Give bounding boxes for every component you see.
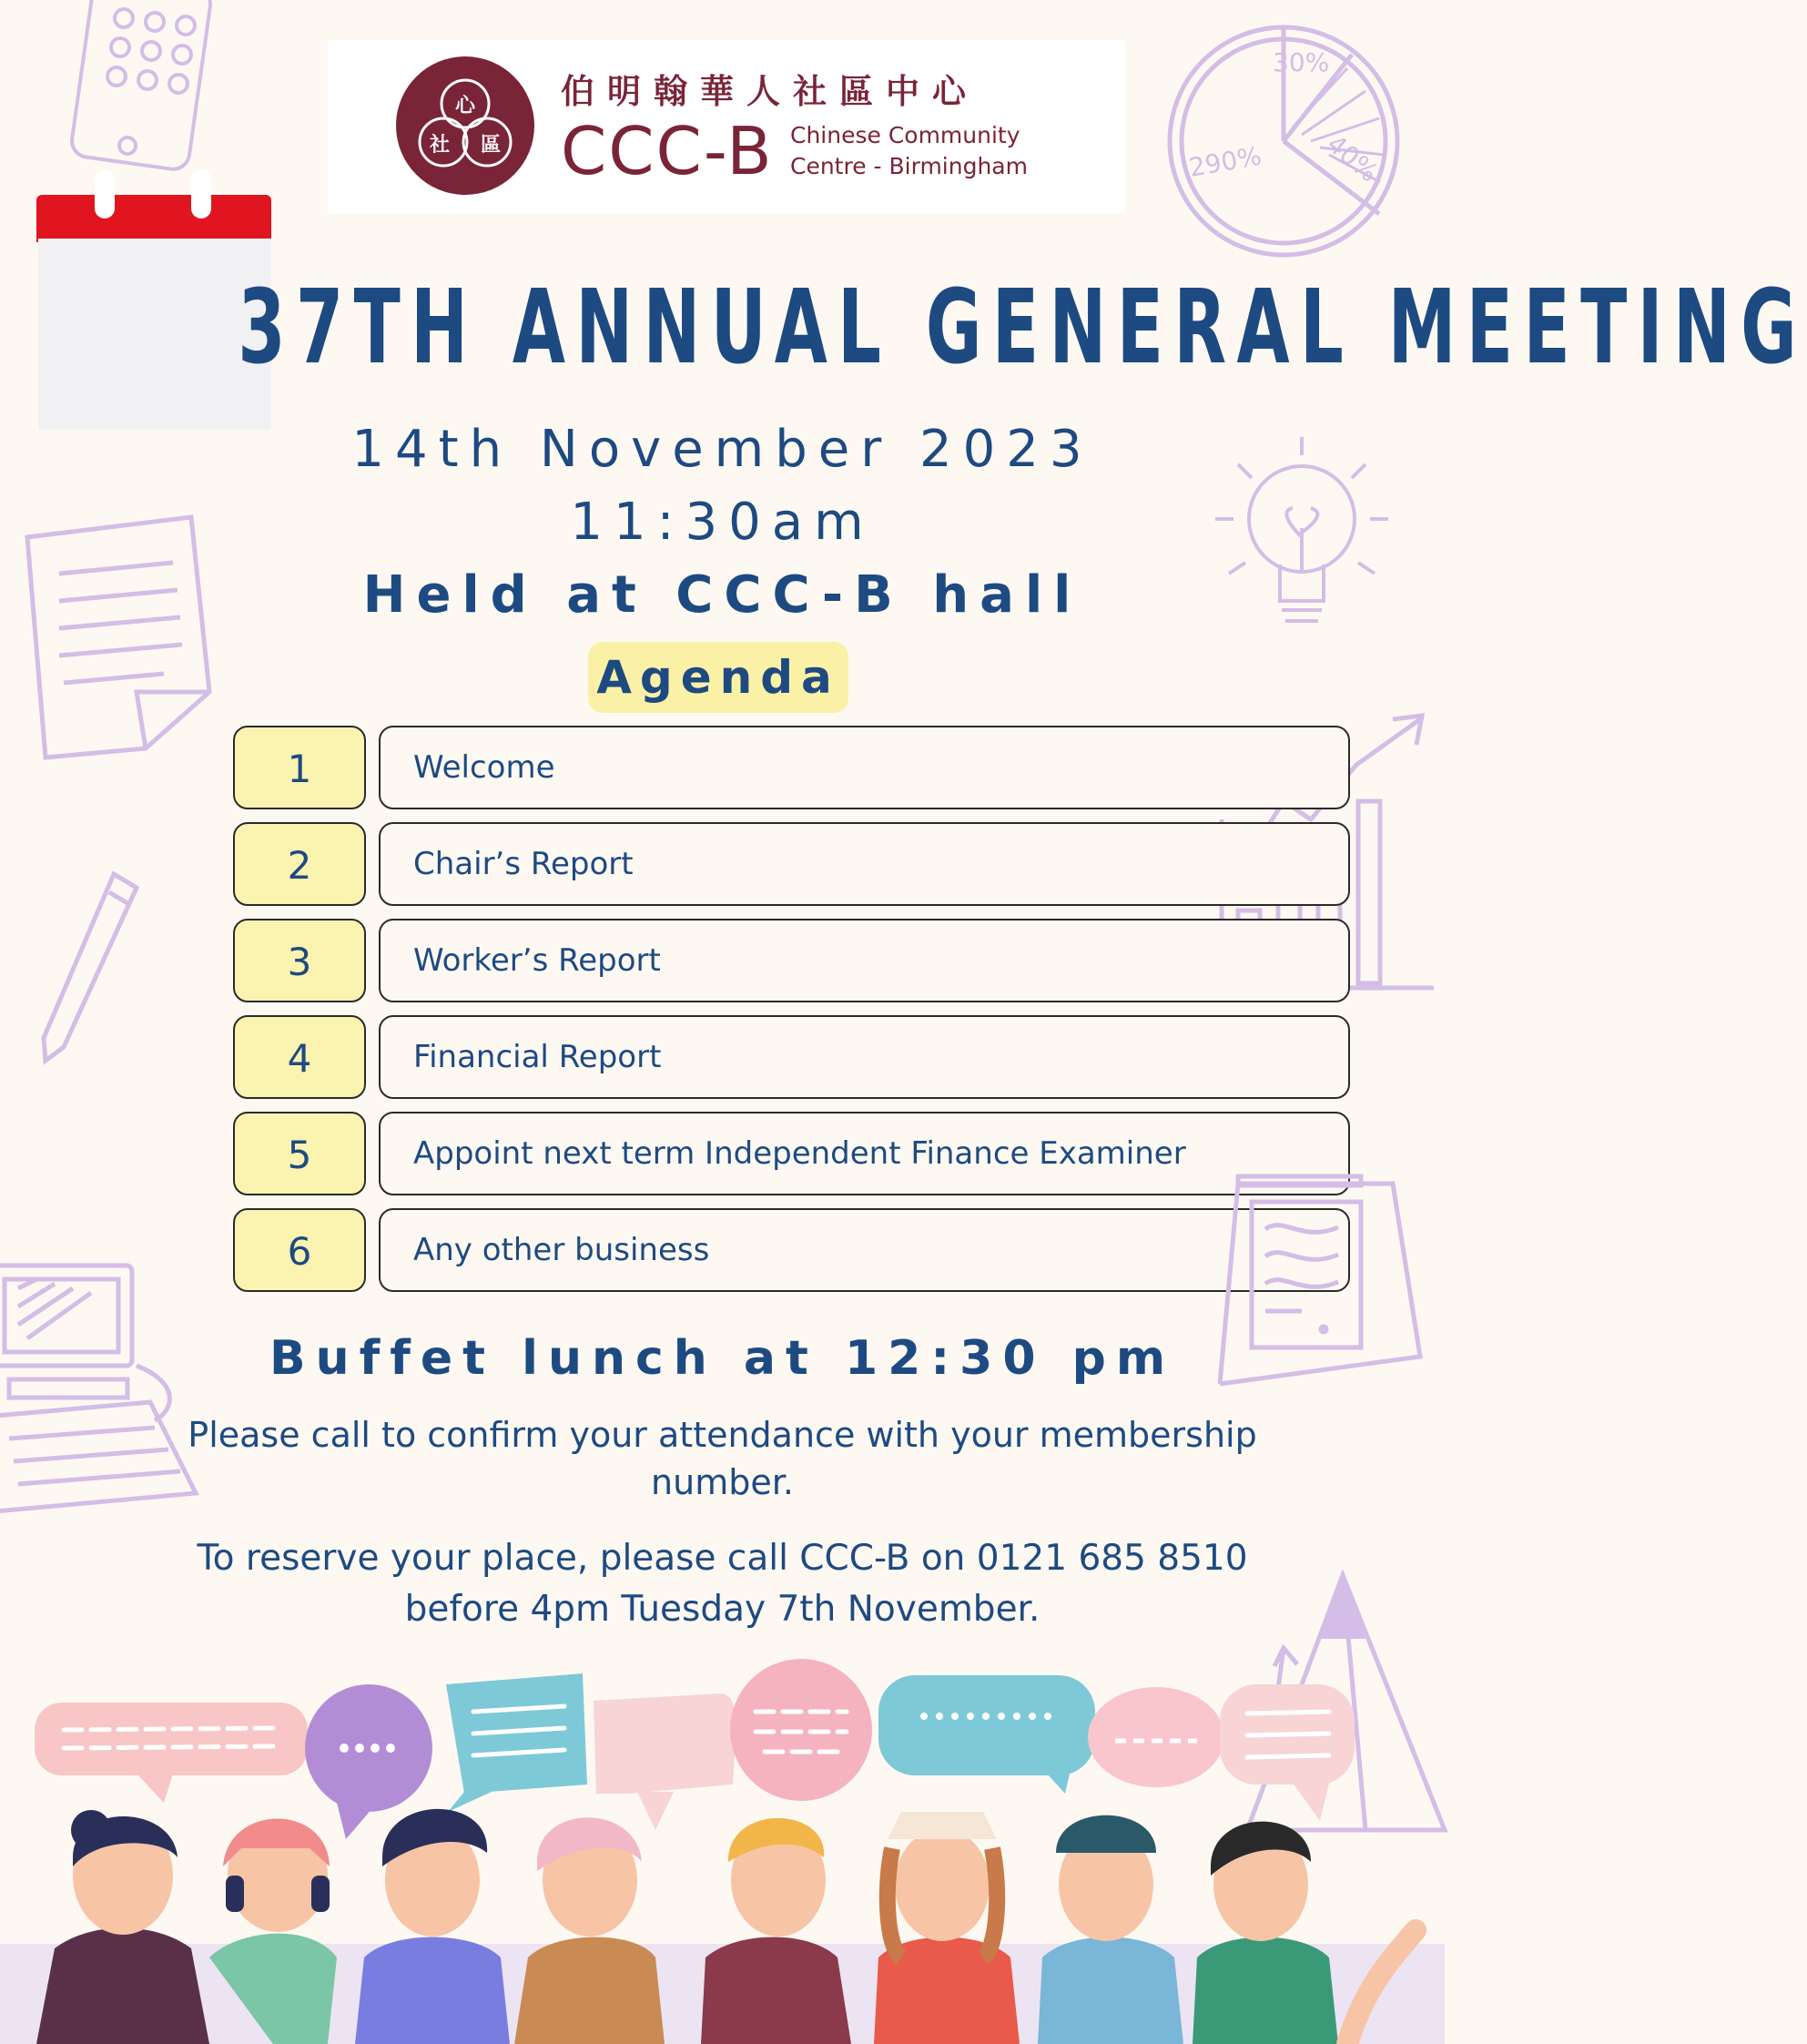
agenda-row: [233, 822, 1204, 919]
event-date: 14th November 2023: [351, 420, 1093, 479]
buffet-note: Buffet lunch at 12:30 pm: [269, 1331, 1176, 1386]
agenda-number: 5: [233, 1112, 366, 1195]
agenda-item: Financial Report: [379, 1015, 1350, 1099]
phone-sketch-icon: [64, 0, 218, 173]
logo: [328, 40, 1125, 213]
logo-english-name: [790, 120, 1028, 182]
reserve-note: [146, 1533, 1299, 1635]
logo-english-line: Centre - Birmingham: [790, 153, 1028, 179]
calendar-ring: [191, 169, 211, 219]
agenda-row: [233, 1208, 1204, 1305]
seal-char: 心: [454, 95, 476, 117]
agenda-number: 4: [233, 1015, 366, 1099]
agenda-item: Appoint next term Independent Finance Examiner: [379, 1112, 1350, 1195]
agenda-number: 1: [233, 726, 366, 809]
agenda-item: Chair’s Report: [379, 822, 1350, 906]
agenda-row: [233, 919, 1204, 1015]
event-time: 11:30am: [570, 493, 875, 552]
agenda-number: 3: [233, 919, 366, 1002]
pie-label: 290%: [1186, 140, 1264, 183]
agenda-row: [233, 1015, 1204, 1112]
confirm-note: Please call to confirm your attendance with your membership number.: [188, 1415, 1257, 1502]
reserve-note-line: To reserve your place, please call CCC-B on 0121 685 8510: [197, 1538, 1248, 1579]
calendar-icon: [36, 195, 271, 242]
page-title: 37TH ANNUAL GENERAL MEETING: [238, 269, 1807, 387]
event-venue: Held at CCC-B hall: [362, 565, 1082, 625]
agenda-number: 2: [233, 822, 366, 906]
agenda-row: [233, 726, 1204, 822]
reserve-note-line: before 4pm Tuesday 7th November.: [404, 1589, 1041, 1630]
agenda-heading: Agenda: [588, 642, 848, 713]
people-chatting-illustration: [0, 1657, 1445, 2044]
seal-char: 社: [429, 134, 451, 157]
seal-logo-icon: [396, 56, 534, 195]
agenda-row: [233, 1112, 1204, 1208]
pie-chart-sketch-icon: [1156, 18, 1402, 264]
calendar-page: [38, 239, 271, 430]
agenda-list: [233, 726, 1204, 1305]
seal-char: 區: [480, 134, 502, 157]
pencil-sketch-icon: [27, 865, 146, 1074]
agenda-number: 6: [233, 1208, 366, 1292]
logo-chinese-name: 伯明翰華人社區中心: [561, 72, 979, 111]
agenda-item: Welcome: [379, 726, 1350, 809]
agenda-item: Any other business: [379, 1208, 1350, 1292]
agenda-item: Worker’s Report: [379, 919, 1350, 1002]
pie-label: 40%: [1321, 128, 1385, 188]
calendar-ring: [95, 169, 115, 219]
logo-english-line: Chinese Community: [790, 122, 1020, 148]
pie-label: 30%: [1273, 47, 1330, 77]
logo-abbreviation: CCC-B: [561, 113, 774, 189]
